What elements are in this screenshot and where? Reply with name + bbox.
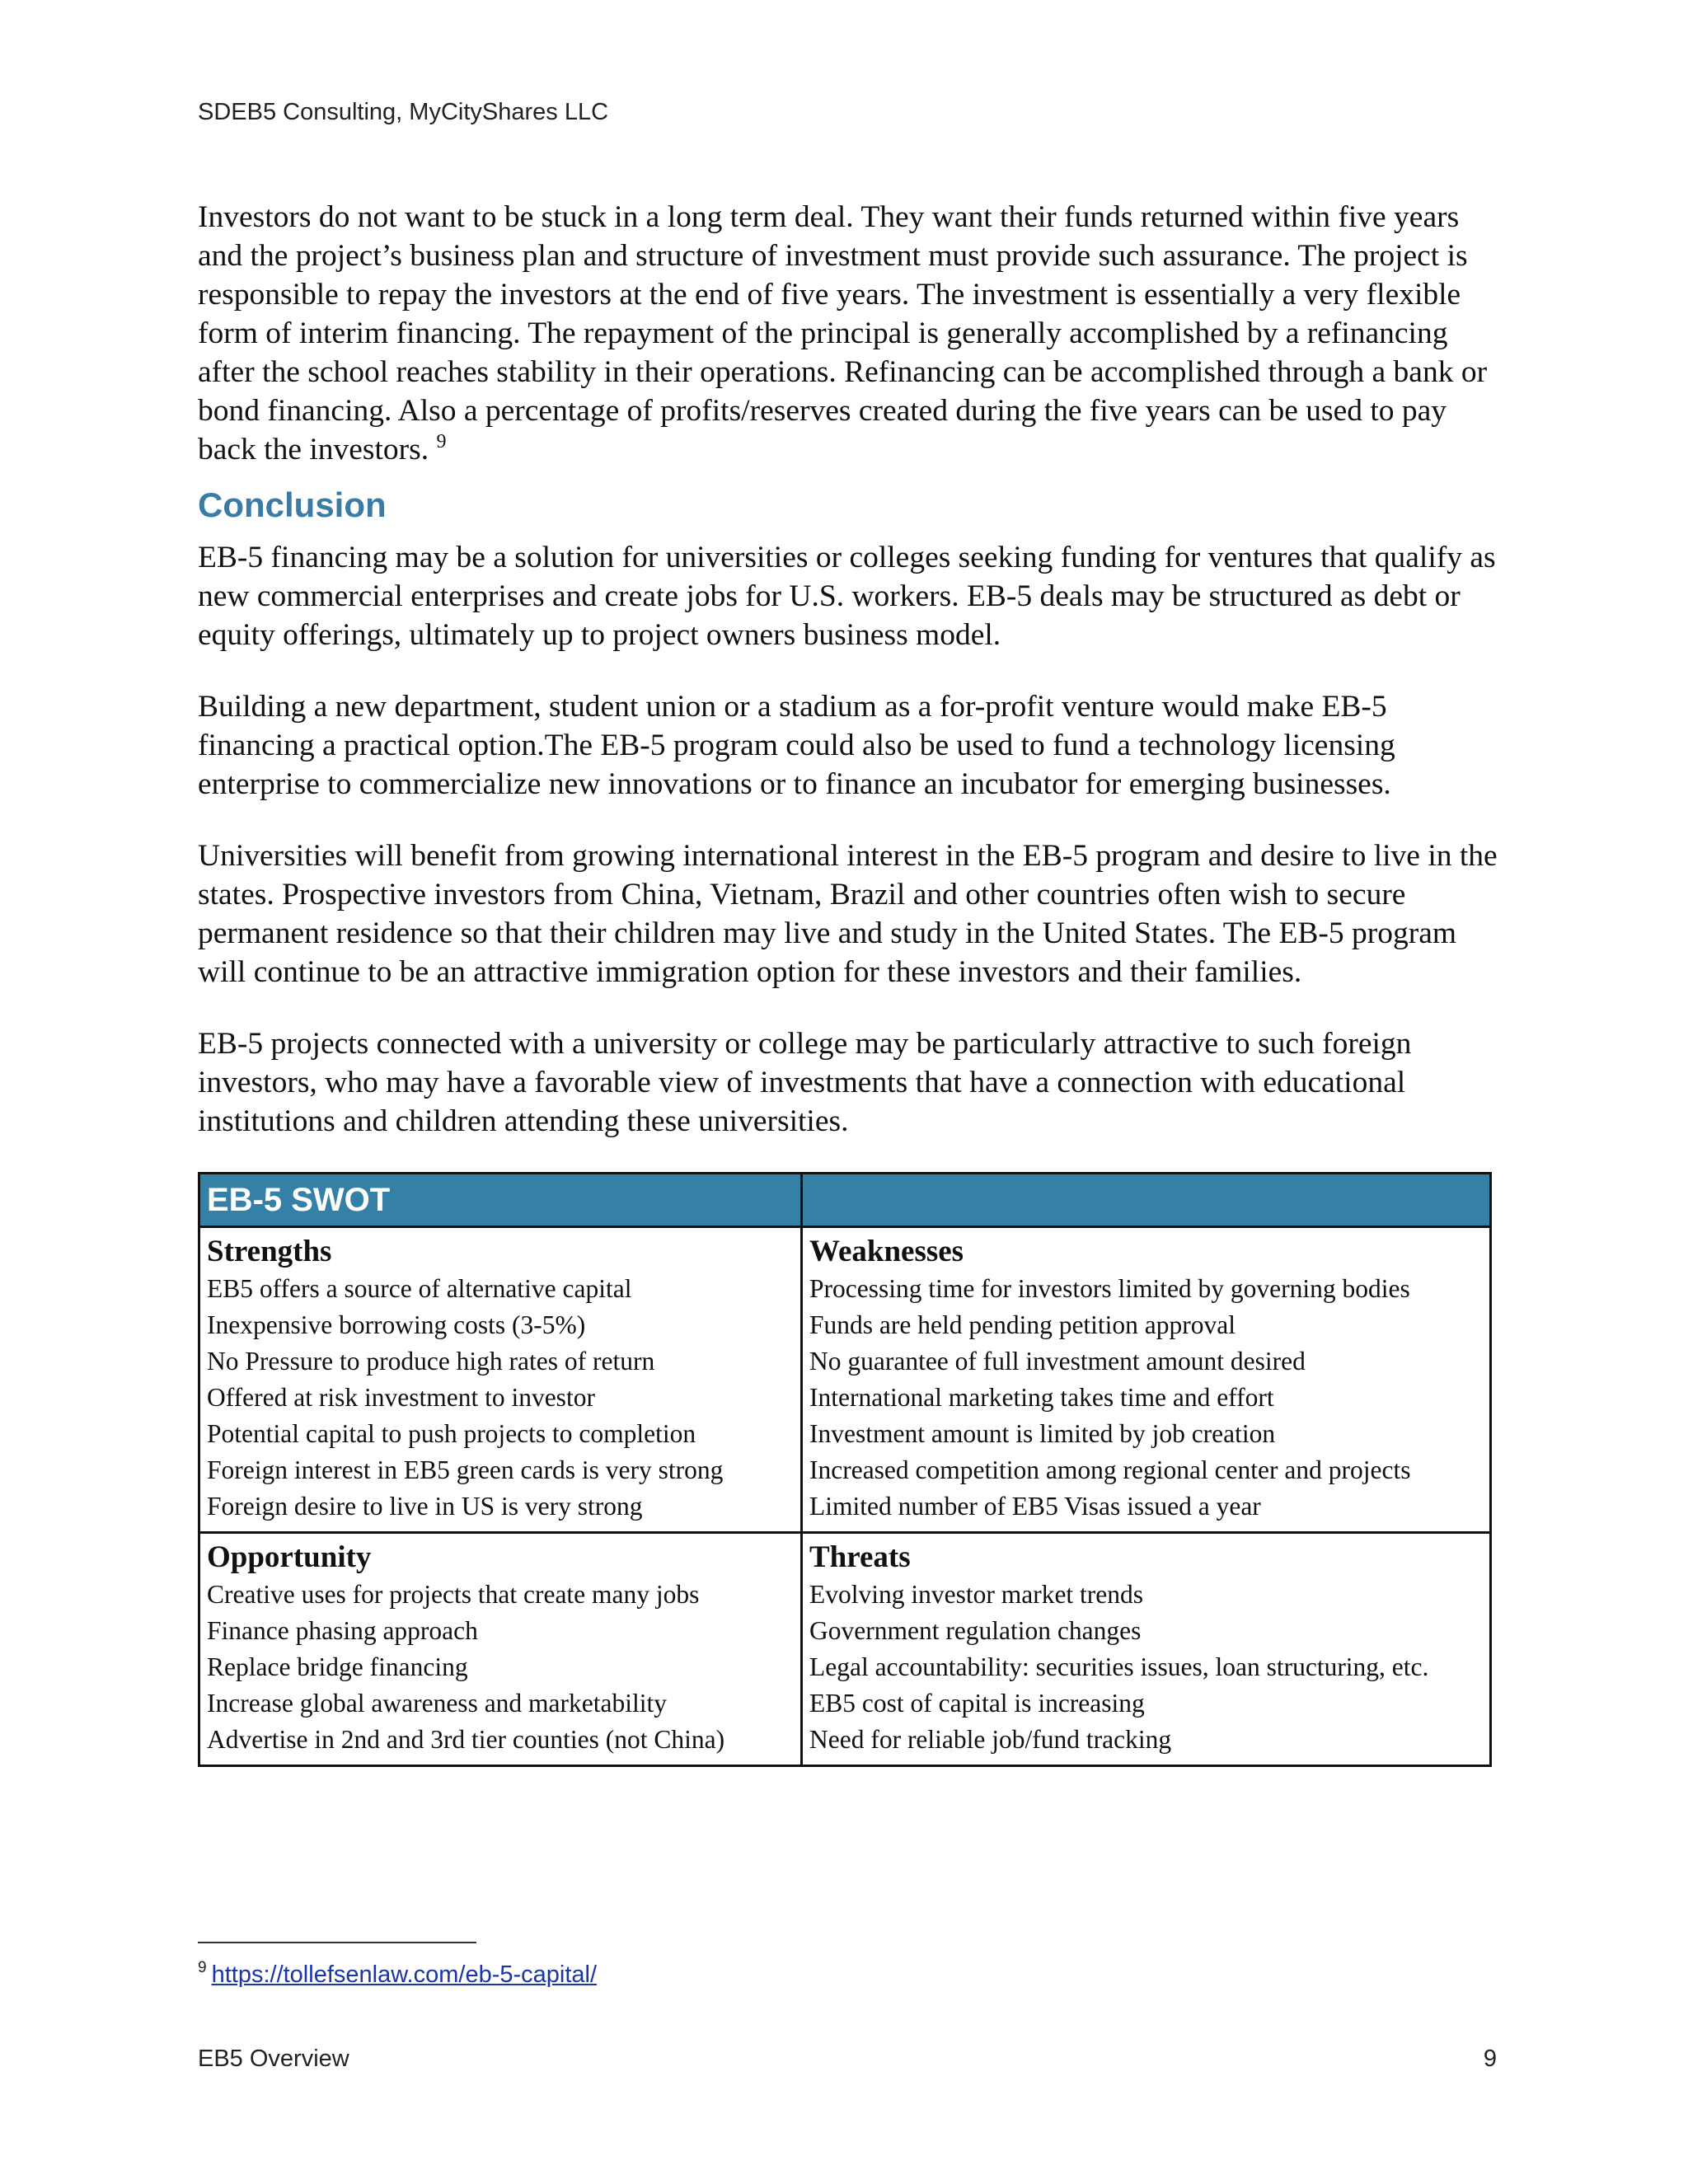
swot-title: EB-5 SWOT [207, 1181, 391, 1218]
conclusion-heading: Conclusion [198, 485, 387, 524]
threat-item: EB5 cost of capital is increasing [809, 1689, 1145, 1718]
strength-item: No Pressure to produce high rates of return [207, 1347, 655, 1376]
threat-item: Need for reliable job/fund tracking [809, 1725, 1172, 1754]
footnote [198, 1961, 597, 1989]
conclusion-paragraph: Universities will benefit from growing international interest in the EB-5 program and desire to live in the states. Prospective investors from China, Vietnam, Brazil and other countries often wish to secure permanent residence so that their children may live and study in the United States. The EB-5 program will continue to be an attractive immigration option for these investors and their families. [198, 839, 1498, 989]
opportunity-item: Replace bridge financing [207, 1652, 468, 1681]
intro-paragraph [198, 198, 1500, 469]
footnote-link[interactable]: https://tollefsenlaw.com/eb-5-capital/ [211, 1961, 598, 1988]
strength-item: EB5 offers a source of alternative capital [207, 1274, 632, 1303]
main-content [198, 198, 1500, 1767]
opportunity-item: Finance phasing approach [207, 1616, 478, 1645]
footnote-reference[interactable]: 9 [436, 431, 447, 452]
strength-item: Foreign desire to live in US is very strong [207, 1492, 643, 1521]
swot-header-empty-cell [802, 1174, 1491, 1227]
opportunity-cell [199, 1533, 802, 1766]
weaknesses-heading: Weaknesses [809, 1235, 964, 1268]
threat-item: Legal accountability: securities issues, loan structuring, etc. [809, 1652, 1429, 1681]
conclusion-paragraph: EB-5 financing may be a solution for universities or colleges seeking funding for ventures that qualify as new commercial enterprises and create jobs for U.S. workers. EB-5 deals may be structured as debt or equity offerings, ultimately up to project owners business model. [198, 541, 1496, 652]
swot-header-row [199, 1174, 1491, 1227]
swot-row-internal [199, 1227, 1491, 1533]
footer-title: EB5 Overview [198, 2046, 349, 2072]
strength-item: Offered at risk investment to investor [207, 1383, 595, 1412]
page-header: SDEB5 Consulting, MyCityShares LLC [198, 99, 609, 125]
page-number: 9 [1483, 2046, 1497, 2072]
strengths-heading: Strengths [207, 1235, 332, 1268]
weakness-item: Funds are held pending petition approval [809, 1310, 1236, 1339]
swot-table [198, 1172, 1492, 1767]
weakness-item: No guarantee of full investment amount desired [809, 1347, 1306, 1376]
weaknesses-cell [802, 1227, 1491, 1533]
swot-title-cell [199, 1174, 802, 1227]
conclusion-paragraph: EB-5 projects connected with a university or college may be particularly attractive to such foreign investors, who may have a favorable view of investments that have a connection with educational institutions and children attending these universities. [198, 1027, 1412, 1138]
intro-paragraph-text: Investors do not want to be stuck in a long term deal. They want their funds returned within five years and the project’s business plan and structure of investment must provide such assurance. The project is responsible to repay the investors at the end of five years. The investment is essentially a very flexible form of interim financing. The repayment of the principal is generally accomplished by a refinancing after the school reaches stability in their operations. Refinancing can be accomplished through a bank or bond financing. Also a percentage of profits/reserves created during the five years can be used to pay back the investors. [198, 200, 1488, 466]
opportunity-heading: Opportunity [207, 1540, 372, 1574]
footnote-number: 9 [198, 1959, 207, 1976]
strength-item: Potential capital to push projects to completion [207, 1419, 696, 1448]
threats-cell [802, 1533, 1491, 1766]
weakness-item: Processing time for investors limited by governing bodies [809, 1274, 1410, 1303]
weakness-item: International marketing takes time and effort [809, 1383, 1274, 1412]
weakness-item: Increased competition among regional center and projects [809, 1455, 1411, 1484]
threat-item: Government regulation changes [809, 1616, 1142, 1645]
weakness-item: Limited number of EB5 Visas issued a year [809, 1492, 1261, 1521]
swot-row-external [199, 1533, 1491, 1766]
weakness-item: Investment amount is limited by job creation [809, 1419, 1276, 1448]
strength-item: Inexpensive borrowing costs (3-5%) [207, 1310, 586, 1339]
opportunity-item: Advertise in 2nd and 3rd tier counties (not China) [207, 1725, 725, 1754]
threats-heading: Threats [809, 1540, 911, 1574]
opportunity-item: Increase global awareness and marketability [207, 1689, 668, 1718]
footnote-divider [198, 1942, 476, 1943]
opportunity-item: Creative uses for projects that create many jobs [207, 1580, 700, 1609]
strength-item: Foreign interest in EB5 green cards is very strong [207, 1455, 724, 1484]
strengths-cell [199, 1227, 802, 1533]
threat-item: Evolving investor market trends [809, 1580, 1144, 1609]
conclusion-paragraph: Building a new department, student union or a stadium as a for-profit venture would make EB-5 financing a practical option.The EB-5 program could also be used to fund a technology licensing enterprise to commercialize new innovations or to finance an incubator for emerging businesses. [198, 690, 1395, 801]
